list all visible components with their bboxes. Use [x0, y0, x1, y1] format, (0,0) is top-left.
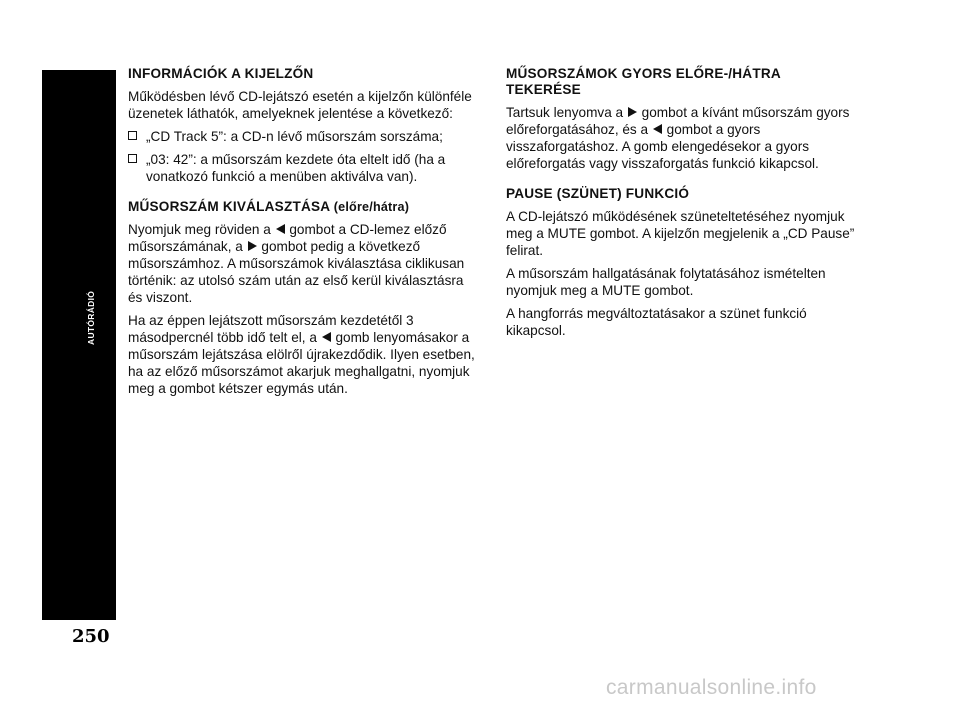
section-title-suffix: (előre/hátra) — [333, 200, 410, 214]
left-column — [128, 66, 480, 403]
checkbox-bullet-icon — [128, 131, 137, 140]
section-title-pause: PAUSE (SZÜNET) FUNKCIÓ — [506, 186, 690, 201]
paragraph: A műsorszám hallgatásának folytatásához ismételten nyomjuk meg a MUTE gombot. — [506, 266, 826, 298]
text-run: gombot a gyors visszaforgatáshoz. A gomb elengedésekor a gyors előreforgatás vagy visszaforgatás funkció kikapcsol. — [506, 122, 819, 171]
page-number: 250 — [72, 626, 110, 647]
triangle-right-icon — [628, 107, 637, 117]
text-run: Tartsuk lenyomva a — [506, 105, 624, 120]
triangle-left-icon — [276, 224, 285, 234]
paragraph: A hangforrás megváltoztatásakor a szünet funkció kikapcsol. — [506, 306, 807, 338]
paragraph — [128, 312, 480, 397]
text-run: gomb lenyomásakor a műsorszám lejátszása elölről újrakezdődik. Ilyen esetben, ha az előző műsorszámot akarjuk meghallgatni, nyomjuk meg a gombot kétszer egymás után. — [128, 330, 475, 396]
text-run: gombot pedig a következő műsorszámhoz. A műsorszámok kiválasztása ciklikusan történik: az utolsó szám után az első kerül kiválasztásra és viszont. — [128, 239, 465, 305]
section-title-text: MŰSORSZÁM KIVÁLASZTÁSA — [128, 199, 330, 214]
bullet-text: „03: 42”: a műsorszám kezdete óta eltelt idő (ha a vonatkozó funkció a menüben aktiválva van). — [146, 152, 446, 184]
chapter-sidebar — [42, 70, 116, 620]
section-title-display-info: INFORMÁCIÓK A KIJELZŐN — [128, 66, 314, 81]
watermark: carmanualsonline.info — [606, 676, 817, 699]
text-run: Ha az éppen lejátszott műsorszám kezdetétől 3 másodpercnél több idő telt el, a — [128, 313, 414, 345]
section-title-fast-seek: MŰSORSZÁMOK GYORS ELŐRE-/HÁTRA TEKERÉSE — [506, 66, 781, 97]
paragraph: Működésben lévő CD-lejátszó esetén a kijelzőn különféle üzenetek láthatók, amelyeknek jelentése a következő: — [128, 89, 472, 121]
text-run: gombot a kívánt műsorszám gyors előreforgatásához, és a — [506, 105, 850, 137]
bullet-item — [128, 151, 480, 185]
triangle-right-icon — [248, 241, 257, 251]
paragraph — [506, 104, 856, 172]
checkbox-bullet-icon — [128, 154, 137, 163]
section-title-track-select — [128, 199, 480, 215]
triangle-left-icon — [653, 124, 662, 134]
paragraph — [128, 221, 480, 306]
chapter-label: AUTÓRÁDIÓ — [86, 290, 96, 345]
triangle-left-icon — [322, 332, 331, 342]
bullet-text: „CD Track 5”: a CD-n lévő műsorszám sorszáma; — [146, 129, 443, 144]
text-run: Nyomjuk meg röviden a — [128, 222, 271, 237]
right-column — [506, 66, 856, 345]
bullet-item — [128, 128, 480, 145]
paragraph: A CD-lejátszó működésének szüneteltetéséhez nyomjuk meg a MUTE gombot. A kijelzőn megjelenik a „CD Pause” felirat. — [506, 209, 855, 258]
text-run: gombot a CD-lemez előző műsorszámának, a — [128, 222, 447, 254]
